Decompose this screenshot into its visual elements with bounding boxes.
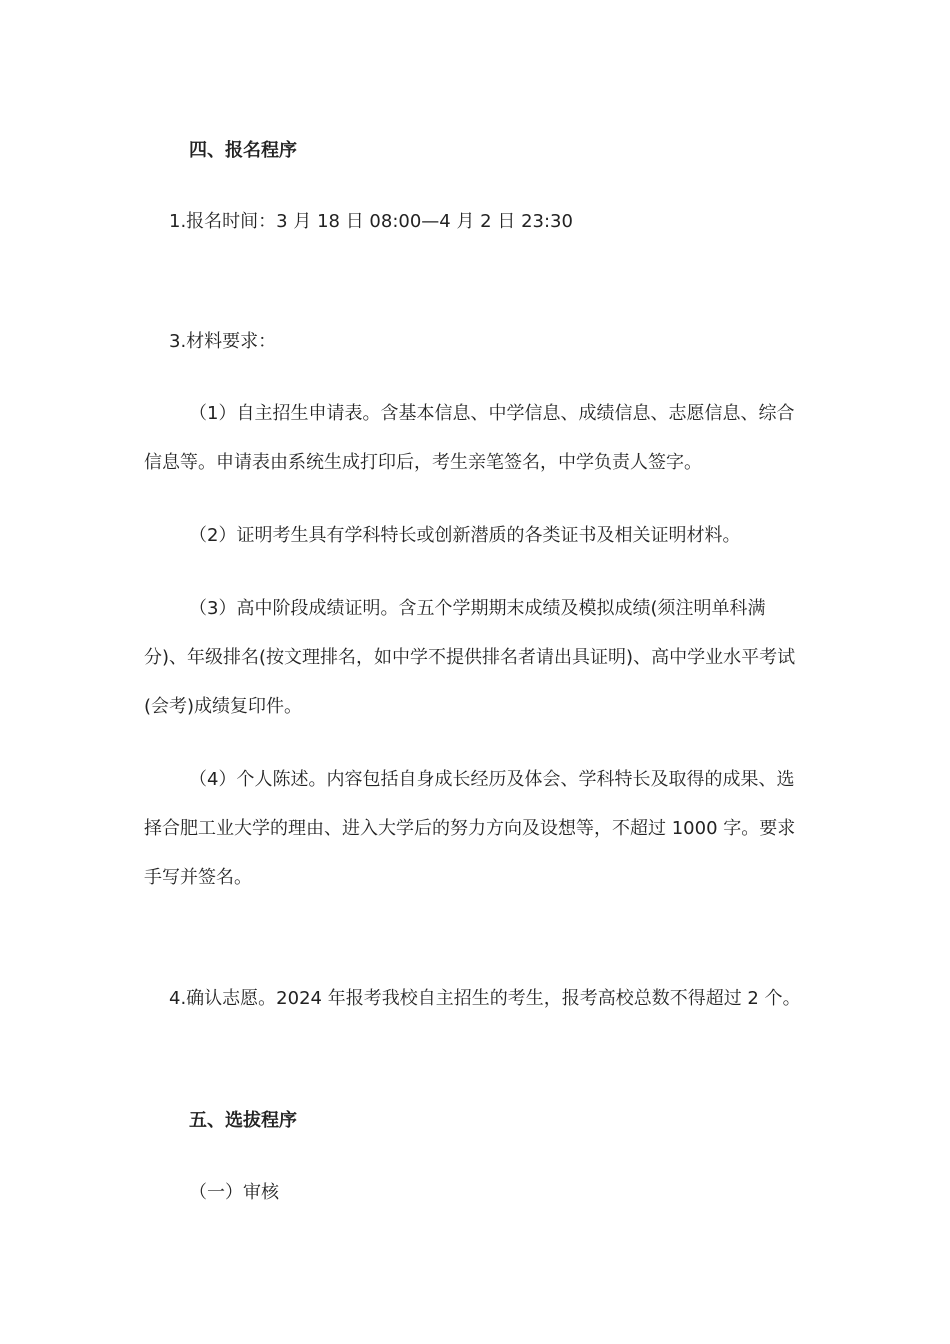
material-item-transcripts: （3）高中阶段成绩证明。含五个学期期末成绩及模拟成绩(须注明单科满分)、年级排名(按文理排名，如中学不提供排名者请出具证明)、高中学业水平考试(会考)成绩复印件。 (144, 598, 796, 717)
materials-requirement-heading: 3.材料要求： (169, 331, 277, 352)
material-item-application-form: （1）自主招生申请表。含基本信息、中学信息、成绩信息、志愿信息、综合信息等。申请表由系统生成打印后，考生亲笔签名，中学负责人签字。 (144, 403, 795, 473)
section-heading-selection: 五、选拔程序 (189, 1110, 297, 1131)
confirm-choice: 4.确认志愿。2024 年报考我校自主招生的考生，报考高校总数不得超过 2 个。 (169, 988, 801, 1009)
material-item-personal-statement: （4）个人陈述。内容包括自身成长经历及体会、学科特长及取得的成果、选择合肥工业大学的理由、进入大学后的努力方向及设想等，不超过 1000 字。要求手写并签名。 (144, 769, 796, 888)
registration-time: 1.报名时间：3 月 18 日 08:00—4 月 2 日 23:30 (169, 211, 573, 232)
material-item-certificates: （2）证明考生具有学科特长或创新潜质的各类证书及相关证明材料。 (189, 525, 741, 546)
subsection-review: （一）审核 (189, 1182, 279, 1203)
section-heading-registration: 四、报名程序 (189, 140, 297, 161)
